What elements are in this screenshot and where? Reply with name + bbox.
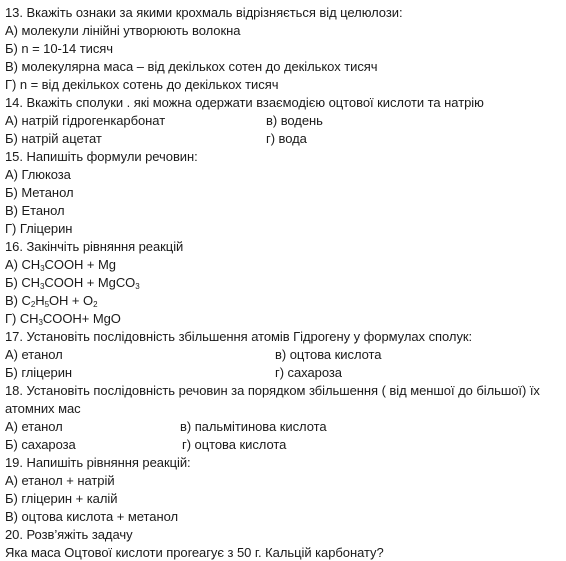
- question-17-header: 17. Установіть послідовність збільшення атомів Гідрогену у формулах сполук:: [5, 329, 473, 344]
- question-13-option-b: Б) n = 10-14 тисяч: [5, 41, 114, 56]
- question-20-task: Яка маса Оцтової кислоти проreагує з 50 г. Кальцій карбонату?: [5, 545, 384, 560]
- question-18-header: 18. Установіть послідовність речовин за порядком збільшення ( від меншої до більшої) їх: [5, 383, 540, 398]
- question-13-option-a: А) молекули лінійні утворюють волокна: [5, 23, 241, 38]
- question-18-header-cont: атомних мас: [5, 401, 81, 416]
- question-15-option-b: Б) Метанол: [5, 185, 74, 200]
- question-16-equation-d: Г) $CH_3COOH+$ MgO: [5, 311, 121, 327]
- question-15-option-c: В) Етанол: [5, 203, 65, 218]
- question-14-row-2: [5, 130, 565, 147]
- question-18-row-1: [5, 418, 565, 435]
- question-16-equation-b: Б) $CH_3COOH$ + MgCO$_3$: [5, 275, 140, 291]
- question-17-option-c: в) оцтова кислота: [275, 347, 382, 362]
- question-14-header: 14. Вкажіть сполуки . які можна одержати взаємодією оцтової кислоти та натрію: [5, 95, 484, 110]
- question-14-option-a: А) натрій гідрогенкарбонат: [5, 113, 166, 128]
- question-18-option-b: Б) сахароза: [5, 437, 76, 452]
- question-19-header: 19. Напишіть рівняння реакцій:: [5, 455, 191, 470]
- question-15-option-a: А) Глюкоза: [5, 167, 71, 182]
- question-15-option-d: Г) Гліцерин: [5, 221, 73, 236]
- question-17-row-1: [5, 346, 565, 363]
- question-16-equation-c: В) $C_2H_5OH + O_2$: [5, 293, 98, 309]
- question-18-option-c: в) пальмітинова кислота: [180, 419, 327, 434]
- question-13-header: 13. Вкажіть ознаки за якими крохмаль відрізняється від целюлози:: [5, 5, 403, 20]
- question-17-option-a: А) етанол: [5, 347, 63, 362]
- question-14-option-d: г) вода: [266, 131, 307, 146]
- question-13-option-d: Г) n = від декількох сотень до декількох тисяч: [5, 77, 279, 92]
- question-18-option-a: А) етанол: [5, 419, 63, 434]
- question-17-row-2: [5, 364, 565, 381]
- question-17-option-d: г) сахароза: [275, 365, 342, 380]
- question-16-header: 16. Закінчіть рівняння реакцій: [5, 239, 184, 254]
- question-14-option-b: Б) натрій ацетат: [5, 131, 102, 146]
- question-13-option-c: В) молекулярна маса – від декількох сотен до декількох тисяч: [5, 59, 378, 74]
- question-14-row-1: [5, 112, 565, 129]
- question-19-option-c: В) оцтова кислота + метанол: [5, 509, 179, 524]
- question-15-header: 15. Напишіть формули речовин:: [5, 149, 198, 164]
- question-19-option-a: А) етанол + натрій: [5, 473, 115, 488]
- question-18-option-d: г) оцтова кислота: [182, 437, 287, 452]
- question-19-option-b: Б) гліцерин + калій: [5, 491, 118, 506]
- question-18-row-2: [5, 436, 565, 453]
- question-14-option-c: в) водень: [266, 113, 323, 128]
- question-20-header: 20. Розв’яжіть задачу: [5, 527, 133, 542]
- question-16-equation-a: А) $CH_3COOH + Mg$: [5, 257, 116, 273]
- question-17-option-b: Б) гліцерин: [5, 365, 73, 380]
